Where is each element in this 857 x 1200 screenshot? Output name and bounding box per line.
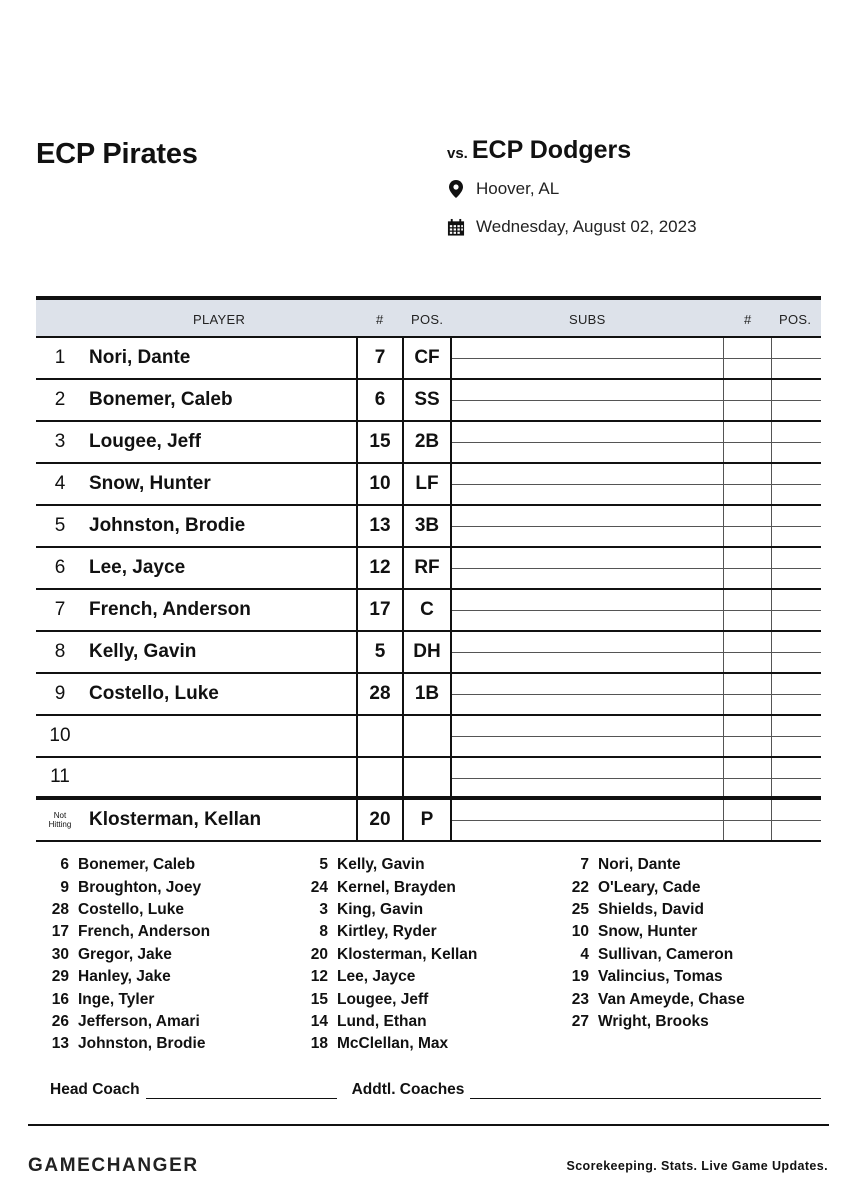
roster-item	[295, 921, 477, 943]
player-number	[356, 716, 404, 756]
player-position	[404, 758, 452, 796]
lineup-rows	[36, 338, 821, 800]
roster-name: Johnston, Brodie	[78, 1035, 206, 1053]
player-position: CF	[404, 338, 452, 378]
roster-item	[556, 944, 745, 966]
roster-name: Costello, Luke	[78, 900, 184, 918]
roster-number: 12	[310, 968, 328, 986]
roster-column-1	[36, 854, 210, 1056]
roster-name: Kelly, Gavin	[337, 856, 425, 874]
not-hitting-line2: Hitting	[48, 820, 72, 829]
roster-number: 25	[571, 900, 589, 918]
sub-number-cell	[724, 716, 772, 756]
player-name: Nori, Dante	[89, 347, 191, 368]
player-name: Lougee, Jeff	[89, 431, 201, 452]
roster-name: Lougee, Jeff	[337, 990, 429, 1008]
roster-column-3	[556, 854, 745, 1033]
roster-item	[36, 854, 210, 876]
pitcher-number: 20	[356, 800, 404, 840]
roster-number: 4	[580, 945, 589, 963]
footer-divider	[28, 1124, 829, 1126]
roster-number: 8	[319, 923, 328, 941]
player-position: SS	[404, 380, 452, 420]
batting-order: 11	[50, 766, 70, 787]
lineup-row	[36, 548, 821, 590]
location-row	[447, 179, 697, 199]
roster-item	[556, 899, 745, 921]
sub-name-cell	[452, 590, 724, 630]
roster-number: 13	[51, 1035, 69, 1053]
player-name: Snow, Hunter	[89, 473, 211, 494]
player-name: Johnston, Brodie	[89, 515, 246, 536]
batting-order: 10	[49, 725, 71, 746]
lineup-row	[36, 674, 821, 716]
opponent-name: ECP Dodgers	[471, 136, 632, 164]
player-number: 28	[356, 674, 404, 714]
header-subs: SUBS	[569, 312, 606, 327]
header-sub-number: #	[744, 312, 752, 327]
batting-order: 8	[54, 641, 66, 662]
roster-name: Lee, Jayce	[337, 968, 416, 986]
roster-name: Sullivan, Cameron	[598, 945, 734, 963]
lineup-row	[36, 338, 821, 380]
additional-coaches-field[interactable]	[470, 1083, 821, 1099]
lineup-row	[36, 590, 821, 632]
sub-position-cell	[772, 506, 821, 546]
lineup-row	[36, 422, 821, 464]
roster-number: 24	[310, 878, 328, 896]
sub-position-cell	[772, 674, 821, 714]
vs-label: vs.	[447, 145, 468, 162]
lineup-row	[36, 716, 821, 758]
additional-coaches-label: Addtl. Coaches	[351, 1081, 465, 1098]
roster-name: Shields, David	[598, 900, 704, 918]
sub-number-cell	[724, 674, 772, 714]
roster-item	[36, 876, 210, 898]
pitcher-row	[36, 800, 821, 842]
sub-name-cell	[452, 506, 724, 546]
player-name: Kelly, Gavin	[89, 641, 197, 662]
date-row	[447, 217, 697, 237]
head-coach-field[interactable]	[146, 1083, 337, 1099]
sub-position-cell	[772, 422, 821, 462]
roster-item	[556, 1011, 745, 1033]
roster-number: 29	[51, 968, 69, 986]
pitcher-sub-number-cell	[724, 800, 772, 840]
batting-order: 3	[54, 431, 66, 452]
roster-item	[36, 966, 210, 988]
sub-number-cell	[724, 758, 772, 796]
roster-item	[556, 966, 745, 988]
roster-item	[295, 876, 477, 898]
roster-item	[36, 988, 210, 1010]
roster-number: 19	[571, 968, 589, 986]
roster-number: 16	[51, 990, 69, 1008]
roster-name: Snow, Hunter	[598, 923, 698, 941]
roster-number: 30	[51, 945, 69, 963]
lineup-row	[36, 758, 821, 800]
sub-name-cell	[452, 632, 724, 672]
player-position: 2B	[404, 422, 452, 462]
roster-number: 23	[571, 990, 589, 1008]
roster-item	[295, 988, 477, 1010]
head-coach-label: Head Coach	[50, 1081, 140, 1098]
roster-name: Inge, Tyler	[78, 990, 155, 1008]
sub-name-cell	[452, 674, 724, 714]
roster-number: 6	[60, 856, 69, 874]
player-position: 3B	[404, 506, 452, 546]
roster-number: 15	[310, 990, 328, 1008]
not-hitting-line1: Not	[53, 811, 67, 820]
pitcher-sub-position-cell	[772, 800, 821, 840]
calendar-icon	[447, 217, 465, 237]
player-name: Costello, Luke	[89, 683, 219, 704]
player-position	[404, 716, 452, 756]
roster-item	[295, 899, 477, 921]
sub-number-cell	[724, 506, 772, 546]
player-number: 5	[356, 632, 404, 672]
roster-name: French, Anderson	[78, 923, 211, 941]
player-position: LF	[404, 464, 452, 504]
lineup-row	[36, 464, 821, 506]
header-number: #	[376, 312, 384, 327]
lineup-row	[36, 380, 821, 422]
lineup-row	[36, 506, 821, 548]
date-text: Wednesday, August 02, 2023	[476, 217, 697, 236]
sub-name-cell	[452, 464, 724, 504]
player-number: 13	[356, 506, 404, 546]
roster-name: Jefferson, Amari	[78, 1012, 200, 1030]
player-position: 1B	[404, 674, 452, 714]
sub-name-cell	[452, 758, 724, 796]
batting-order: 7	[54, 599, 66, 620]
sub-name-cell	[452, 380, 724, 420]
player-name: Bonemer, Caleb	[89, 389, 233, 410]
location-text: Hoover, AL	[476, 179, 560, 198]
roster-number: 27	[571, 1012, 589, 1030]
roster-number: 18	[310, 1035, 328, 1053]
roster-name: Valincius, Tomas	[598, 968, 723, 986]
batting-order: 1	[54, 347, 66, 368]
header-player: PLAYER	[193, 312, 246, 327]
roster-name: Broughton, Joey	[78, 878, 202, 896]
opponent-block	[447, 136, 697, 237]
header-position: POS.	[411, 312, 444, 327]
roster-number: 20	[310, 945, 328, 963]
roster-name: Lund, Ethan	[337, 1012, 427, 1030]
player-number: 15	[356, 422, 404, 462]
batting-order: 2	[54, 389, 66, 410]
roster-name: Bonemer, Caleb	[78, 856, 196, 874]
roster-item	[556, 988, 745, 1010]
sub-number-cell	[724, 338, 772, 378]
roster-item	[36, 1033, 210, 1055]
sub-position-cell	[772, 548, 821, 588]
sub-number-cell	[724, 380, 772, 420]
pitcher-name: Klosterman, Kellan	[89, 809, 262, 830]
brand-logo: GAMECHANGER	[28, 1155, 199, 1176]
batting-order: 5	[54, 515, 66, 536]
player-position: RF	[404, 548, 452, 588]
player-number: 17	[356, 590, 404, 630]
roster-column-2	[295, 854, 477, 1056]
roster-name: Kernel, Brayden	[337, 878, 456, 896]
map-pin-icon	[447, 179, 465, 199]
roster-number: 10	[571, 923, 589, 941]
player-name: French, Anderson	[89, 599, 251, 620]
roster-number: 9	[60, 878, 69, 896]
roster-number: 7	[580, 856, 589, 874]
header-sub-position: POS.	[779, 312, 812, 327]
roster-number: 14	[310, 1012, 328, 1030]
roster-name: Van Ameyde, Chase	[598, 990, 745, 1008]
roster-name: Wright, Brooks	[598, 1012, 709, 1030]
roster-number: 26	[51, 1012, 69, 1030]
sub-number-cell	[724, 464, 772, 504]
sub-position-cell	[772, 464, 821, 504]
sub-name-cell	[452, 338, 724, 378]
coaches-row	[50, 1081, 821, 1099]
roster-item	[556, 876, 745, 898]
roster-item	[36, 899, 210, 921]
player-number: 7	[356, 338, 404, 378]
sub-name-cell	[452, 716, 724, 756]
sub-number-cell	[724, 632, 772, 672]
player-number: 12	[356, 548, 404, 588]
not-hitting-label	[36, 800, 84, 840]
lineup-row	[36, 632, 821, 674]
team-name: ECP Pirates	[36, 138, 198, 170]
sub-name-cell	[452, 548, 724, 588]
sub-position-cell	[772, 716, 821, 756]
roster-name: King, Gavin	[337, 900, 424, 918]
sub-position-cell	[772, 758, 821, 796]
roster-item	[295, 966, 477, 988]
opponent-line	[447, 136, 697, 165]
roster-name: Hanley, Jake	[78, 968, 171, 986]
roster-item	[36, 944, 210, 966]
roster-number: 3	[319, 900, 328, 918]
lineup-header	[36, 296, 821, 338]
roster-name: Nori, Dante	[598, 856, 681, 874]
roster-item	[556, 854, 745, 876]
batting-order: 6	[54, 557, 66, 578]
sub-position-cell	[772, 590, 821, 630]
sub-name-cell	[452, 422, 724, 462]
roster-item	[295, 1033, 477, 1055]
batting-order: 4	[54, 473, 66, 494]
sub-position-cell	[772, 632, 821, 672]
roster-item	[295, 854, 477, 876]
roster-number: 22	[571, 878, 589, 896]
roster-item	[36, 921, 210, 943]
lineup-table	[36, 296, 821, 842]
pitcher-sub-name-cell	[452, 800, 724, 840]
roster-item	[295, 1011, 477, 1033]
pitcher-position: P	[404, 800, 452, 840]
sub-position-cell	[772, 338, 821, 378]
sub-number-cell	[724, 548, 772, 588]
roster-name: Kirtley, Ryder	[337, 923, 437, 941]
roster-item	[556, 921, 745, 943]
player-number: 6	[356, 380, 404, 420]
sub-position-cell	[772, 380, 821, 420]
player-position: DH	[404, 632, 452, 672]
roster-item	[36, 1011, 210, 1033]
player-name: Lee, Jayce	[89, 557, 186, 578]
batting-order: 9	[54, 683, 66, 704]
roster-name: Klosterman, Kellan	[337, 945, 478, 963]
roster-number: 5	[319, 856, 328, 874]
roster-name: McClellan, Max	[337, 1035, 449, 1053]
roster-name: Gregor, Jake	[78, 945, 172, 963]
player-position: C	[404, 590, 452, 630]
roster-number: 28	[51, 900, 69, 918]
roster-name: O'Leary, Cade	[598, 878, 701, 896]
footer-tagline: Scorekeeping. Stats. Live Game Updates.	[566, 1159, 828, 1173]
sub-number-cell	[724, 590, 772, 630]
sub-number-cell	[724, 422, 772, 462]
roster-number: 17	[51, 923, 69, 941]
roster-item	[295, 944, 477, 966]
player-number: 10	[356, 464, 404, 504]
player-number	[356, 758, 404, 796]
